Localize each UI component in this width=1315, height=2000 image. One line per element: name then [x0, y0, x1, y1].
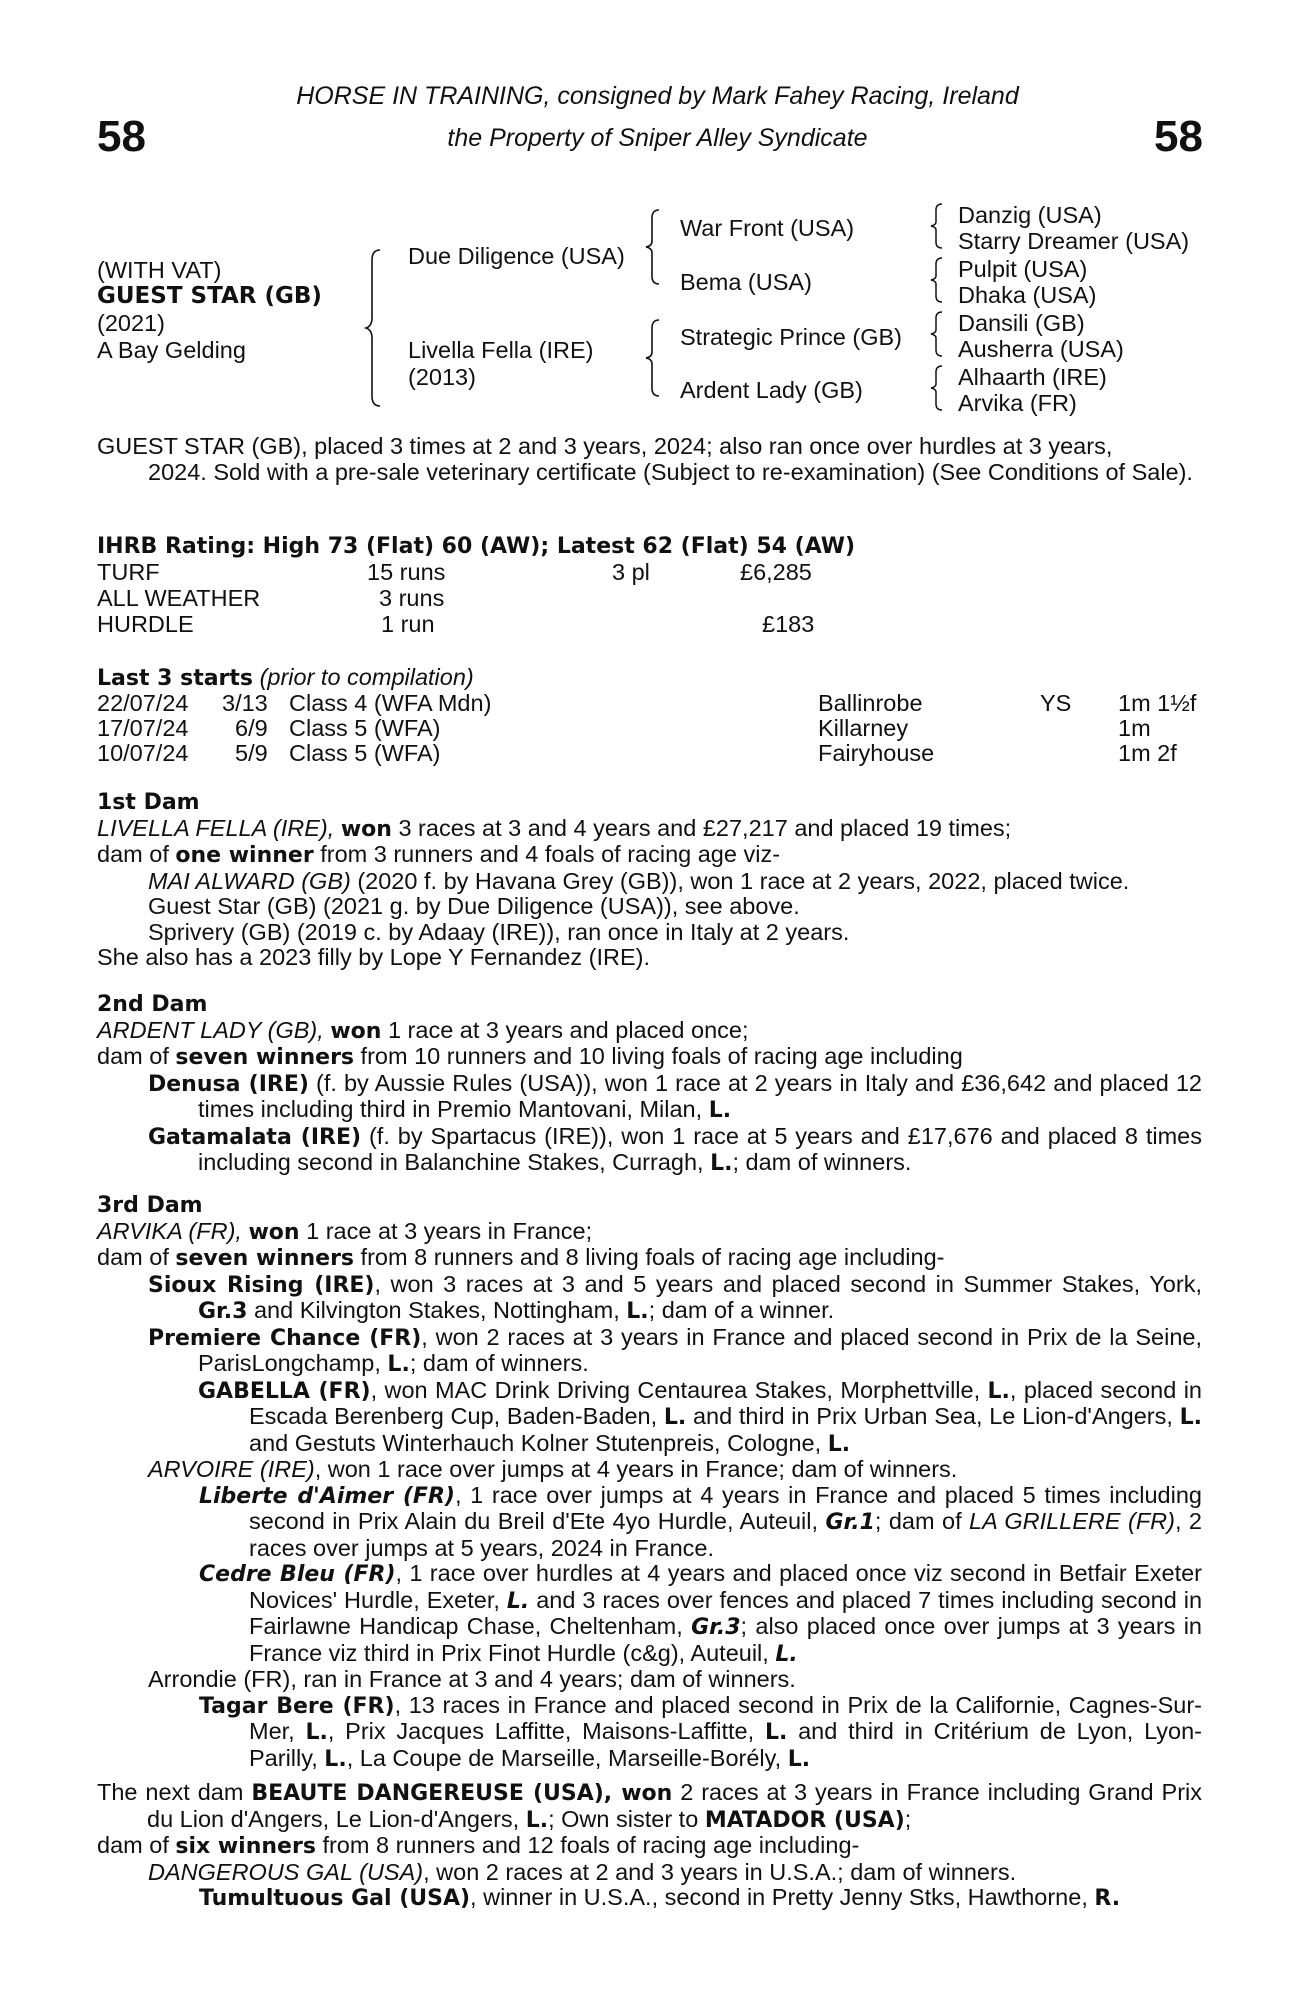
- next-dam-text: 2 races at 3 years in France including Grand Prix du Lion d'Angers, Le Lion-d'Angers,: [147, 1779, 1202, 1832]
- pedigree-dam-year: (2013): [408, 364, 476, 390]
- sioux-rising-grade: Gr.3: [198, 1299, 248, 1324]
- gabella-name: GABELLA (FR): [198, 1378, 371, 1404]
- tagar-bere-text-a: , 13 races in France and placed second in Prix de la Californie, Cagnes-Sur-Mer,: [249, 1691, 1202, 1744]
- second-dam-progeny-2-text: (f. by Spartacus (IRE)), won 1 race at 5 years and £17,676 and placed 8 times including second in Balanchine Stakes, Curragh,: [198, 1122, 1202, 1175]
- pedigree-g4: Dhaka (USA): [958, 282, 1097, 308]
- sioux-rising-text-a: , won 3 races at 3 and 5 years and placed second in Summer Stakes, York,: [374, 1270, 1202, 1297]
- arvoire-name: ARVOIRE (IRE): [148, 1456, 315, 1482]
- start-course-0: Ballinrobe: [818, 690, 923, 716]
- third-dam-damof-rest: from 8 runners and 8 living foals of racing age including-: [354, 1244, 945, 1270]
- second-dam-progeny-1-name: Denusa (IRE): [148, 1071, 309, 1097]
- cedre-bleu-listed-2: L.: [775, 1641, 798, 1667]
- start-date-0: 22/07/24: [97, 690, 189, 716]
- premiere-chance-entry: [97, 1325, 1202, 1378]
- pedigree-g7: Alhaarth (IRE): [958, 364, 1107, 390]
- pedigree-g5: Dansili (GB): [958, 310, 1085, 336]
- second-dam-progeny-1-listed: L.: [708, 1098, 732, 1123]
- cedre-bleu-text-b: and 3 races over fences and placed 7 times including second in Fairlawne Handicap Chase, Cheltenham,: [249, 1586, 1203, 1639]
- third-dam-section: [97, 1193, 1202, 1772]
- premiere-chance-text-a: , won 2 races at 3 years in France and placed second in Prix de la Seine, ParisLongchamp,: [198, 1323, 1202, 1376]
- next-dam-semi: ;: [904, 1805, 912, 1832]
- pedigree-dam: Livella Fella (IRE): [408, 337, 594, 363]
- summary: [97, 434, 1202, 485]
- liberte-name: Liberte d'Aimer (FR): [199, 1483, 455, 1509]
- first-dam-extra: She also has a 2023 filly by Lope Y Fernandez (IRE).: [97, 944, 651, 970]
- third-dam-record: 1 race at 3 years in France;: [299, 1217, 593, 1244]
- second-dam-section: [97, 992, 1202, 1177]
- third-dam-heading: 3rd Dam: [97, 1193, 203, 1218]
- rating-runs-2: 1 run: [381, 611, 435, 637]
- pedigree-g8: Arvika (FR): [958, 390, 1077, 416]
- start-race-0: Class 4 (WFA Mdn): [289, 690, 492, 716]
- second-dam-progeny-1-text: (f. by Aussie Rules (USA)), won 1 race at 2 years in Italy and £36,642 and placed 12 times including third in Premio Mantovani, Milan,: [198, 1069, 1202, 1122]
- start-course-1: Killarney: [818, 715, 909, 741]
- pedigree-bracket-g78: [930, 364, 946, 412]
- premiere-chance-name: Premiere Chance (FR): [148, 1325, 422, 1351]
- horse-name: GUEST STAR (GB): [97, 283, 322, 309]
- gabella-listed-1: L.: [987, 1378, 1010, 1404]
- gabella-text-d: and Gestuts Winterhauch Kolner Stutenpreis, Cologne,: [249, 1429, 828, 1456]
- next-dam-winners: six winners: [175, 1834, 316, 1859]
- horse-description: A Bay Gelding: [97, 337, 246, 363]
- cedre-bleu-listed: L.: [506, 1588, 530, 1614]
- next-dam-listed: L.: [525, 1807, 549, 1833]
- vat-label: (WITH VAT): [97, 257, 222, 283]
- sioux-rising-text-c: ; dam of a winner.: [648, 1297, 835, 1323]
- second-dam-damof-rest: from 10 runners and 10 living foals of racing age including: [354, 1043, 963, 1069]
- tagar-bere-text-c: and third in Critérium de Lyon, Lyon-Parilly,: [249, 1718, 1202, 1771]
- start-pos-1: 6/9: [235, 715, 268, 741]
- tagar-bere-listed-4: L.: [787, 1746, 811, 1772]
- rating-prize-0: £6,285: [740, 559, 812, 585]
- rating-surface-1: ALL WEATHER: [97, 585, 261, 611]
- pedigree-g1: Danzig (USA): [958, 202, 1102, 228]
- second-dam-progeny-2-name: Gatamalata (IRE): [148, 1124, 362, 1150]
- pedigree-bracket-sire: [645, 208, 665, 286]
- next-dam-won: won: [621, 1781, 673, 1806]
- next-dam-progeny-1-text: , won 2 races at 2 and 3 years in U.S.A.; dam of winners.: [423, 1858, 1017, 1885]
- start-dist-0: 1m 1½f: [1118, 690, 1197, 716]
- next-dam-section: [97, 1780, 1202, 1912]
- property-line: the Property of Sniper Alley Syndicate: [447, 124, 868, 152]
- lot-number-right: 58: [1154, 112, 1203, 161]
- sioux-rising-listed: L.: [626, 1299, 649, 1324]
- arvoire-entry: [97, 1457, 1202, 1483]
- rating-heading: IHRB Rating: High 73 (Flat) 60 (AW); Latest 62 (Flat) 54 (AW): [97, 534, 856, 559]
- premiere-chance-text-b: ; dam of winners.: [409, 1350, 589, 1376]
- start-going-0: YS: [1040, 690, 1072, 716]
- pedigree-bracket-main: [366, 248, 386, 408]
- next-dam-progeny-1-name: DANGEROUS GAL (USA): [148, 1858, 424, 1885]
- tagar-bere-listed-3: L.: [324, 1746, 347, 1772]
- pedigree-bracket-g56: [930, 310, 946, 358]
- first-dam-winners: one winner: [175, 843, 314, 868]
- pedigree-sire: Due Diligence (USA): [408, 243, 625, 269]
- liberte-grade: Gr.1: [825, 1510, 875, 1535]
- tagar-bere-entry: [97, 1693, 1202, 1773]
- tagar-bere-listed-1: L.: [305, 1720, 328, 1745]
- cedre-bleu-text-a: , 1 race over hurdles at 4 years and placed once viz second in Betfair Exeter Novices' Hurdle, Exeter,: [249, 1560, 1203, 1613]
- next-dam-sister: MATADOR (USA): [704, 1807, 905, 1833]
- gabella-text-b: , placed second in Escada Berenberg Cup, Baden-Baden,: [249, 1376, 1202, 1429]
- liberte-text-d: , 2 races over jumps at 5 years, 2024 in France.: [249, 1508, 1202, 1561]
- start-race-1: Class 5 (WFA): [289, 715, 441, 741]
- pedigree-sire-dam: Bema (USA): [680, 269, 812, 295]
- tagar-bere-text-d: , La Coupe de Marseille, Marseille-Borély,: [346, 1744, 788, 1771]
- start-pos-0: 3/13: [222, 690, 268, 716]
- liberte-entry: [97, 1483, 1202, 1562]
- rating-prize-2: £183: [762, 611, 815, 637]
- pedigree-g3: Pulpit (USA): [958, 256, 1088, 282]
- sioux-rising-entry: [97, 1272, 1202, 1325]
- sioux-rising-text-b: and Kilvington Stakes, Nottingham,: [247, 1297, 627, 1323]
- summary-lead: GUEST STAR (GB), placed 3 times at 2 and 3 years, 2024; also ran once over hurdles at 3 years,: [97, 433, 1113, 459]
- first-dam-progeny-1-name: MAI ALWARD (GB): [148, 867, 358, 894]
- second-dam-won: won: [330, 1018, 382, 1044]
- next-dam-progeny-2-text: , winner in U.S.A., second in Pretty Jenny Stks, Hawthorne,: [470, 1884, 1095, 1910]
- first-dam-progeny-2: Guest Star (GB) (2021 g. by Due Diligence (USA)), see above.: [148, 893, 800, 919]
- last-starts-heading: Last 3 starts: [97, 666, 254, 691]
- tagar-bere-listed-2: L.: [764, 1720, 788, 1745]
- cedre-bleu-grade: Gr.3: [691, 1615, 741, 1640]
- summary-cont: 2024. Sold with a pre-sale veterinary certificate (Subject to re-examination) (See Conditions of Sale).: [148, 458, 1193, 485]
- liberte-text-a: , 1 race over jumps at 4 years in France and placed 5 times including second in Prix Alain du Breil d'Ete 4yo Hurdle, Auteuil,: [249, 1481, 1202, 1534]
- cedre-bleu-entry: [97, 1561, 1202, 1667]
- second-dam-heading: 2nd Dam: [97, 992, 208, 1017]
- third-dam-won: won: [248, 1219, 300, 1245]
- rating-runs-1: 3 runs: [379, 585, 445, 611]
- third-dam-damof: dam of: [97, 1244, 176, 1270]
- pedigree-sire-sire: War Front (USA): [680, 215, 855, 241]
- last-starts-note: (prior to compilation): [259, 664, 474, 690]
- gabella-entry: [97, 1378, 1202, 1458]
- start-date-1: 17/07/24: [97, 715, 189, 741]
- first-dam-heading: 1st Dam: [97, 790, 200, 815]
- arrondie-entry: Arrondie (FR), ran in France at 3 and 4 years; dam of winners.: [148, 1666, 796, 1692]
- pedigree-dam-dam: Ardent Lady (GB): [680, 377, 863, 403]
- third-dam-winners: seven winners: [175, 1246, 355, 1271]
- rating-surface-2: HURDLE: [97, 611, 194, 637]
- first-dam-section: [97, 790, 1202, 971]
- first-dam-record: 3 races at 3 and 4 years and £27,217 and placed 19 times;: [391, 814, 1012, 841]
- second-dam-damof: dam of: [97, 1043, 176, 1069]
- gabella-listed-3: L.: [1179, 1405, 1202, 1430]
- pedigree-g6: Ausherra (USA): [958, 336, 1124, 362]
- next-dam-damof-rest: from 8 runners and 12 foals of racing age including-: [315, 1832, 860, 1858]
- cedre-bleu-name: Cedre Bleu (FR): [199, 1562, 396, 1587]
- gabella-listed-2: L.: [663, 1405, 687, 1430]
- cedre-bleu-text-c: ; also placed once over jumps at 3 years in France viz third in Prix Finot Hurdle (c&g), Auteuil,: [249, 1613, 1203, 1666]
- next-dam-lead: The next dam: [97, 1779, 252, 1805]
- second-dam-progeny-2-end: ; dam of winners.: [732, 1149, 912, 1175]
- lot-number-left: 58: [97, 112, 146, 161]
- rating-placed-0: 3 pl: [612, 559, 650, 585]
- next-dam-comma: ,: [603, 1781, 622, 1806]
- pedigree-dam-sire: Strategic Prince (GB): [680, 324, 903, 350]
- first-dam-progeny-3: Sprivery (GB) (2019 c. by Adaay (IRE)), ran once in Italy at 2 years.: [148, 918, 850, 945]
- rating-surface-0: TURF: [97, 559, 160, 585]
- tagar-bere-name: Tagar Bere (FR): [199, 1693, 395, 1719]
- arvoire-text: , won 1 race over jumps at 4 years in France; dam of winners.: [314, 1456, 958, 1482]
- second-dam-progeny-2-listed: L.: [710, 1151, 733, 1176]
- next-dam-entry: [97, 1780, 1202, 1833]
- liberte-text-b: ; dam of: [874, 1508, 970, 1534]
- first-dam-damof: dam of: [97, 841, 176, 867]
- start-race-2: Class 5 (WFA): [289, 740, 441, 766]
- pedigree-g2: Starry Dreamer (USA): [958, 228, 1190, 254]
- horse-year: (2021): [97, 310, 165, 336]
- premiere-chance-listed: L.: [387, 1352, 410, 1377]
- start-pos-2: 5/9: [235, 740, 268, 766]
- first-dam-won: won: [340, 816, 392, 842]
- next-dam-damof: dam of: [97, 1832, 176, 1858]
- pedigree-bracket-dam: [645, 318, 665, 398]
- start-dist-1: 1m: [1118, 715, 1151, 741]
- liberte-progeny: LA GRILLERE (FR): [969, 1508, 1175, 1534]
- last-starts-heading-line: [97, 664, 474, 692]
- first-dam-name: LIVELLA FELLA (IRE),: [97, 814, 335, 841]
- start-date-2: 10/07/24: [97, 740, 189, 766]
- second-dam-winners: seven winners: [175, 1045, 355, 1070]
- first-dam-progeny-1-text: (2020 f. by Havana Grey (GB)), won 1 race at 2 years, 2022, placed twice.: [357, 867, 1130, 894]
- tagar-bere-text-b: , Prix Jacques Laffitte, Maisons-Laffitte,: [327, 1718, 765, 1744]
- gabella-text-c: and third in Prix Urban Sea, Le Lion-d'Angers,: [686, 1403, 1180, 1429]
- sioux-rising-name: Sioux Rising (IRE): [148, 1272, 375, 1298]
- next-dam-name: BEAUTE DANGEREUSE (USA): [251, 1781, 604, 1806]
- pedigree-bracket-g12: [930, 202, 946, 250]
- next-dam-progeny-2-name: Tumultuous Gal (USA): [199, 1886, 471, 1911]
- second-dam-record: 1 race at 3 years and placed once;: [381, 1016, 749, 1043]
- gabella-text-a: , won MAC Drink Driving Centaurea Stakes, Morphettville,: [370, 1376, 988, 1403]
- gabella-listed-4: L.: [827, 1431, 851, 1457]
- second-dam-name: ARDENT LADY (GB),: [97, 1016, 324, 1043]
- third-dam-name: ARVIKA (FR),: [97, 1217, 242, 1244]
- start-course-2: Fairyhouse: [818, 740, 935, 766]
- rating-runs-0: 15 runs: [367, 559, 446, 585]
- next-dam-text2: ; Own sister to: [548, 1805, 705, 1832]
- start-dist-2: 1m 2f: [1118, 740, 1177, 766]
- first-dam-damof-rest: from 3 runners and 4 foals of racing age viz-: [313, 841, 781, 867]
- pedigree-bracket-g34: [930, 256, 946, 304]
- next-dam-progeny-2-restricted: R.: [1094, 1886, 1121, 1911]
- consignor-line: HORSE IN TRAINING, consigned by Mark Fahey Racing, Ireland: [296, 82, 1019, 110]
